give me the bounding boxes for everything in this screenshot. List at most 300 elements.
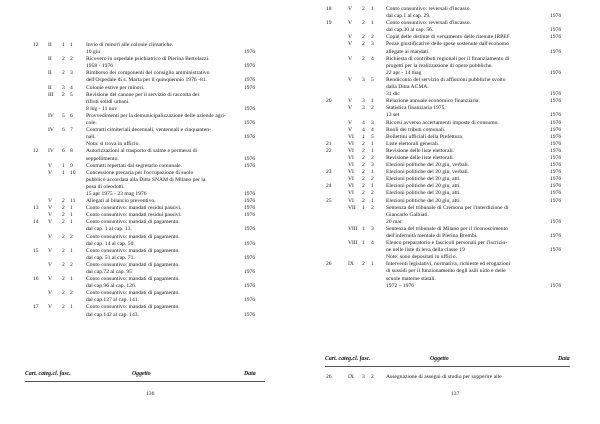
entry-row [0, 85, 300, 92]
entry-row [300, 98, 600, 105]
entry-fascicolo: 1 [371, 197, 374, 204]
entry-classe: 2 [62, 56, 65, 63]
entry-row [300, 183, 600, 190]
entry-cartella: 24 [326, 183, 332, 190]
entry-classe: 2 [62, 276, 65, 283]
entry-date: 1976 [244, 49, 256, 56]
entry-categoria: VI [348, 147, 354, 154]
entry-row [0, 99, 300, 106]
entry-classe: 3 [362, 98, 365, 105]
entry-row [0, 212, 300, 219]
entry-subject: Conto consuntivo: mandati di pagamento. [86, 233, 180, 240]
entry-subject: Autorizzazioni al trasporto di salme e permessi di [86, 148, 198, 155]
entry-subject: Ricovero in ospedale psichiatrico di Pierina Bertolazzi. [86, 56, 210, 63]
entry-categoria: IX [348, 374, 354, 380]
entry-date: 1976 [550, 27, 562, 34]
entry-categoria: V [48, 198, 53, 205]
entry-categoria: VII [348, 204, 356, 211]
entry-row [300, 169, 600, 176]
entry-subject: Conto consuntivo: mandati di pagamento. [86, 219, 180, 226]
entry-date: 1976 [244, 120, 256, 127]
entry-classe: 1 [362, 225, 365, 232]
entry-categoria: V [48, 212, 53, 219]
entry-categoria: VIII [348, 225, 358, 232]
entry-row [300, 254, 600, 261]
entry-row [300, 105, 600, 112]
entry-fascicolo: 1 [70, 212, 73, 219]
entry-subject: Conto consuntivo: mandati residui passivi. [86, 212, 182, 219]
entry-row [0, 106, 300, 113]
entry-row [0, 134, 300, 141]
entry-date: 1976 [244, 254, 256, 261]
entry-row [300, 70, 600, 77]
entry-row [300, 268, 600, 275]
entry-row [0, 120, 300, 127]
entry-categoria: V [348, 105, 353, 112]
entry-classe: 3 [362, 76, 365, 83]
entry-subject: nali. [86, 134, 96, 141]
entry-row [0, 283, 300, 290]
entry-classe: 2 [62, 290, 65, 297]
entry-categoria: V [48, 169, 53, 176]
entry-date: 1976 [550, 133, 562, 140]
page-number: 137 [451, 391, 460, 397]
entry-row [300, 219, 600, 226]
entry-row [300, 20, 600, 27]
entry-fascicolo: 2 [70, 290, 73, 297]
entry-date: 1976 [550, 154, 562, 161]
entry-date: 1976 [550, 140, 562, 147]
entry-subject: Pezze giustificative delle spese sostenute dall'economo [386, 41, 509, 48]
entry-classe: 4 [362, 119, 365, 126]
entry-date: 1976 [244, 155, 256, 162]
entry-subject: dal cap.96 al cap. 126. [86, 283, 137, 290]
entry-date: 1976 [550, 147, 562, 154]
entry-subject: Contratti repertati dal segretario comunale. [86, 162, 183, 169]
entry-date: 1976 [550, 112, 562, 119]
entry-subject: dal cap.1 al cap. 29. [386, 13, 431, 20]
entry-classe: 3 [362, 105, 365, 112]
entry-cartella: 20 [326, 98, 332, 105]
entry-row [300, 56, 600, 63]
entry-date: 1976 [244, 198, 256, 205]
entry-subject: 22 apr - 14 mag [386, 69, 422, 76]
page-number: 136 [146, 391, 155, 397]
entry-subject: dal cap.127 al cap. 141. [86, 297, 139, 304]
column-label-subject: Oggetto [430, 356, 449, 362]
column-label-date: Data [244, 371, 256, 377]
entry-categoria: V [48, 276, 53, 283]
entry-cartella: 13 [33, 205, 39, 212]
entry-classe: 2 [362, 147, 365, 154]
entry-row [300, 148, 600, 155]
entry-categoria: VIII [348, 240, 358, 247]
entry-row [300, 112, 600, 119]
entry-row [0, 248, 300, 255]
entry-date: 1976 [244, 205, 256, 212]
entry-date: 1976 [550, 176, 562, 183]
entry-row [0, 234, 300, 241]
entry-date: 1976 [244, 162, 256, 169]
entry-classe: 6 [62, 148, 65, 155]
entry-classe: 2 [62, 205, 65, 212]
entry-classe: 1 [362, 240, 365, 247]
entry-categoria: II [48, 42, 52, 48]
entry-fascicolo: 1 [371, 183, 374, 190]
entry-subject: Elezioni politiche del 20 giu, atti. [386, 190, 461, 197]
entry-subject: 1972 – 1976 [386, 282, 414, 289]
column-label-folder: Cart. categ.cl. fasc. [25, 371, 71, 377]
entry-subject: Rendiconto del servizio di affissioni pubbliche svolto [386, 76, 506, 83]
entry-subject: Conto consuntivo: mandati di pagamento. [86, 247, 180, 254]
entry-date: 1976 [244, 212, 256, 219]
entry-classe: 2 [362, 154, 365, 161]
entry-subject: Copie delle distinte di versamento delle ritenute IRPEF. [386, 34, 511, 41]
entry-classe: 2 [362, 261, 365, 268]
entry-date: 1976 [244, 297, 256, 304]
entry-cartella: 18 [326, 6, 332, 12]
entry-row [300, 49, 600, 56]
entry-date: 1976 [550, 91, 562, 98]
entry-subject: Sentenza del tribunale di Milano per il riconoscimento [386, 225, 508, 232]
entry-date: 1976 [244, 283, 256, 290]
entry-classe: 2 [62, 233, 65, 240]
entry-row [300, 120, 600, 127]
entry-classe: 2 [362, 169, 365, 176]
entry-categoria: VI [348, 183, 354, 190]
entry-subject: dal cap.30 al cap. 56. [386, 27, 434, 34]
entry-classe: 1 [62, 162, 65, 169]
entry-fascicolo: 2 [371, 190, 374, 197]
entry-subject: 13 set [386, 112, 400, 119]
entry-classe: 2 [362, 183, 365, 190]
entry-classe: 1 [362, 204, 365, 211]
entry-subject: Conto consuntivo: reversali d'incasso. [386, 6, 471, 12]
entry-classe: 2 [362, 140, 365, 147]
entry-fascicolo: 4 [371, 55, 374, 62]
entry-fascicolo: 2 [371, 374, 374, 380]
entry-subject: Contratti cimiteriali decennali, ventennali e cinquanten- [86, 127, 211, 134]
entry-row [0, 269, 300, 276]
entry-row [0, 163, 300, 170]
entry-categoria: V [48, 233, 53, 240]
entry-categoria: VI [348, 162, 354, 169]
right-column-header [300, 356, 600, 364]
entry-subject: Liste elettorali generali. [386, 140, 440, 147]
entry-cartella: 23 [326, 169, 332, 176]
entry-row [300, 176, 600, 183]
entry-cartella: 26 [326, 374, 332, 380]
footer-rule [325, 366, 570, 367]
entry-categoria: VI [348, 197, 354, 204]
entry-categoria: V [348, 119, 353, 126]
entry-subject: pubblico accordata alla Ditta SNAM di Milano per la [86, 176, 206, 183]
entry-row [0, 170, 300, 177]
entry-categoria: VI [348, 140, 354, 147]
entry-subject: 20 mar [386, 218, 402, 225]
column-label-folder: Cart. categ.cl. fasc. [325, 356, 371, 362]
entry-categoria: V [348, 20, 353, 27]
entry-subject: dal cap. 14 al cap. 50. [86, 240, 135, 247]
entry-row [0, 184, 300, 191]
entry-classe: 2 [362, 20, 365, 27]
entry-row [0, 113, 300, 120]
entry-classe: 2 [62, 219, 65, 226]
left-column-header [0, 371, 300, 379]
entry-categoria: II [48, 56, 52, 63]
entry-row [300, 141, 600, 148]
entry-classe: 2 [362, 55, 365, 62]
entry-row [0, 297, 300, 304]
entry-row [300, 162, 600, 169]
entry-row [300, 6, 600, 13]
column-label-subject: Oggetto [132, 371, 151, 377]
entry-subject: posa di oleodotti. [86, 183, 125, 190]
entry-date: 1976 [550, 162, 562, 169]
entry-fascicolo: 1 [371, 140, 374, 147]
entry-subject: Relazione annuale economico finanziaria. [386, 98, 480, 105]
entry-categoria: V [48, 247, 53, 254]
entry-date: 1976 [244, 311, 256, 318]
entry-date: 1976 [244, 226, 256, 233]
entry-subject: dell'Ospedale di s. Marta per il quinquennio 1976 -81. [86, 77, 207, 84]
entry-subject: Interventi legislativi, normativa, richieste ed erogazioni [386, 261, 511, 268]
entry-date: 1976 [550, 119, 562, 126]
entry-date: 1976 [550, 233, 562, 239]
entry-date: 1976 [244, 269, 256, 275]
entry-row [300, 134, 600, 141]
entry-row [300, 198, 600, 205]
entry-fascicolo: 5 [70, 91, 73, 98]
entry-date: 1976 [550, 183, 562, 190]
entry-classe: 2 [362, 190, 365, 197]
entry-date: 1976 [244, 84, 256, 91]
entry-categoria: IV [48, 127, 54, 134]
footer-rule [25, 381, 265, 382]
entry-row [0, 255, 300, 262]
entry-fascicolo: 6 [70, 112, 73, 119]
entry-subject: Note: sono depositati in ufficio. [386, 254, 457, 261]
entry-categoria: II [48, 84, 52, 91]
entry-subject: 15 apr 1975 - 23 mag 1976 [86, 190, 147, 197]
entry-row [0, 219, 300, 226]
entry-subject: Assegnazione di assegni di studio per sopperire alle [386, 374, 502, 380]
column-label-date: Data [558, 356, 570, 362]
entry-date: 1976 [550, 282, 562, 289]
entry-classe: 3 [362, 374, 365, 380]
entry-fascicolo: 8 [70, 148, 73, 155]
entry-subject: dal cap. 1 al cap. 13. [86, 226, 132, 233]
entry-fascicolo: 1 [70, 304, 73, 311]
entry-row [0, 49, 300, 56]
entry-classe: 6 [62, 127, 65, 134]
entry-categoria: VI [348, 154, 354, 161]
entry-categoria: IV [48, 112, 54, 119]
entry-fascicolo: 1 [371, 147, 374, 154]
entry-categoria: V [348, 41, 353, 48]
entry-categoria: V [48, 290, 53, 297]
entry-row [300, 127, 600, 134]
entry-subject: Revisione del canone per il servizio di raccolta dei [86, 91, 200, 98]
entry-row [0, 77, 300, 84]
entry-fascicolo: 2 [371, 154, 374, 161]
entry-subject: 1958 - 1976 [86, 63, 114, 70]
entry-subject: Conto consuntivo: reversali d'incasso. [386, 20, 471, 27]
entry-classe: 2 [362, 176, 365, 183]
entry-row [0, 191, 300, 198]
entry-classe: 2 [62, 70, 65, 77]
entry-fascicolo: 9 [70, 162, 73, 169]
entry-row [0, 127, 300, 134]
entry-row [0, 177, 300, 184]
entry-row [0, 312, 300, 319]
entry-row [0, 42, 300, 49]
entry-row [300, 63, 600, 70]
entry-categoria: V [48, 304, 53, 311]
entry-date: 1976 [244, 63, 256, 70]
entry-subject: Allegati al bilancio preventivo. [86, 198, 156, 205]
entry-row [300, 13, 600, 20]
entry-categoria: II [48, 70, 52, 77]
entry-categoria: III [48, 91, 54, 98]
entry-cartella: 15 [33, 247, 39, 254]
entry-cartella: 16 [33, 276, 39, 283]
entry-row [0, 226, 300, 233]
entry-categoria: V [348, 34, 353, 41]
entry-subject: scuole materne statali. [386, 275, 436, 282]
entry-cartella: 26 [326, 261, 332, 268]
entry-subject: dal cap. 51 al cap. 71. [86, 254, 135, 261]
entry-subject: Conto consuntivo: mandati di pagamento. [86, 304, 180, 311]
entry-subject: Statistica finanziaria 1975. [386, 105, 446, 112]
entry-date: 1976 [550, 34, 562, 41]
entry-row [0, 63, 300, 70]
entry-subject: dal cap.142 al cap. 143. [86, 311, 139, 318]
entry-row [300, 276, 600, 283]
entry-classe: 2 [362, 162, 365, 169]
entry-fascicolo: 2 [70, 56, 73, 63]
entry-subject: dalla Ditta ACMA. [386, 84, 429, 91]
entry-date: 1976 [244, 134, 256, 141]
entry-subject: Bollettini ufficiali della Prefettura. [386, 133, 464, 140]
entry-row [0, 156, 300, 163]
entry-fascicolo: 3 [371, 225, 374, 232]
entry-subject: 31 dic [386, 91, 400, 98]
entry-row [0, 262, 300, 269]
entry-subject: Colonie estive per minori. [86, 84, 145, 91]
entry-subject: di sussidi per il funzionamento degli asili nido e delle [386, 268, 506, 275]
entry-date: 1976 [550, 98, 562, 105]
entry-fascicolo: 1 [70, 276, 73, 283]
entry-subject: Elezioni politiche del 20 giu, verbali. [386, 169, 470, 176]
entry-classe: 1 [362, 133, 365, 140]
entry-row [0, 205, 300, 212]
entry-date: 1976 [550, 197, 562, 204]
entry-fascicolo: 2 [371, 204, 374, 211]
entry-row [0, 290, 300, 297]
entry-row [0, 56, 300, 63]
entry-cartella: 14 [33, 219, 39, 226]
entry-cartella: 17 [33, 304, 39, 311]
entry-subject: Invio di minori alle colonie climatiche. [86, 42, 174, 48]
entry-row [300, 27, 600, 34]
entry-subject: Elezioni politiche del 20 giu, atti. [386, 183, 461, 190]
entry-subject: ne nelle liste di leva della classe 19 [386, 247, 465, 254]
entry-row [0, 148, 300, 155]
entry-fascicolo: 1 [70, 247, 73, 254]
entry-categoria: V [348, 98, 353, 105]
entry-subject: Revisione delle liste elettorali. [386, 147, 455, 154]
entry-classe: 2 [62, 212, 65, 219]
entry-fascicolo: 2 [70, 233, 73, 240]
entry-categoria: V [348, 76, 353, 83]
entry-row [0, 92, 300, 99]
entry-subject: seppellimento. [86, 155, 119, 162]
entry-row [0, 241, 300, 248]
entry-fascicolo: 2 [70, 261, 73, 268]
entry-fascicolo: 1 [70, 219, 73, 226]
entry-subject: Conto consuntivo: mandati di pagamento. [86, 290, 180, 297]
entry-subject: rifiuti solidi urbani. [86, 98, 130, 105]
entry-categoria: VI [348, 133, 354, 140]
entry-classe: 2 [62, 247, 65, 254]
entry-subject: Elezioni politiche del 20 giu, atti. [386, 176, 461, 183]
entry-subject: Conto consuntivo: mandati di pagamento. [86, 276, 180, 283]
entry-fascicolo: 1 [371, 98, 374, 105]
entry-classe: 2 [362, 6, 365, 12]
entry-cartella: 12 [33, 42, 39, 48]
entry-subject: Elenco preparatorio e fascicoli personali per l'iscrizio- [386, 240, 508, 247]
entry-subject: 8 lug - 11 nov [86, 105, 118, 112]
entry-categoria: V [348, 55, 353, 62]
entry-row [300, 41, 600, 48]
entry-fascicolo: 3 [371, 162, 374, 169]
entry-subject: Provvedimenti per la demunicipalizzazione delle aziende agri- [86, 112, 226, 119]
entry-fascicolo: 1 [70, 42, 73, 48]
entry-fascicolo: 5 [371, 133, 374, 140]
entry-row [300, 283, 600, 290]
entry-categoria: IX [348, 261, 354, 268]
entry-subject: Revisione delle liste elettorali. [386, 154, 455, 161]
entry-cartella: 12 [33, 148, 39, 155]
entry-date: 1976 [550, 13, 562, 20]
entry-date: 1976 [550, 48, 562, 55]
entry-date: 1976 [244, 105, 256, 112]
entry-subject: Elezioni politiche del 20 giu, verbali. [386, 162, 470, 169]
entry-subject: Rimborso dei componenti del consiglio amministrativo [86, 70, 210, 77]
entry-row [0, 70, 300, 77]
entry-subject: Ricorsi avverso accertamenti imposte di consumo. [386, 119, 499, 126]
entry-row [0, 304, 300, 311]
entry-row [300, 84, 600, 91]
entry-date: 1976 [550, 190, 562, 197]
entry-subject: Ruoli dei tributi comunali. [386, 126, 446, 133]
left-page-entries [0, 42, 300, 319]
entry-classe: 2 [362, 197, 365, 204]
entry-fascicolo: 2 [371, 176, 374, 183]
entry-date: 1976 [550, 126, 562, 133]
entry-fascicolo: 4 [70, 84, 73, 91]
entry-row [300, 77, 600, 84]
entry-row [300, 212, 600, 219]
entry-classe: 2 [362, 34, 365, 41]
entry-categoria: V [48, 261, 53, 268]
entry-fascicolo: 3 [371, 41, 374, 48]
entry-fascicolo: 1 [371, 20, 374, 27]
entry-classe: 2 [62, 91, 65, 98]
entry-subject: Conto consuntivo: mandati residui passivi. [86, 205, 182, 212]
entry-date: 1976 [550, 218, 562, 225]
